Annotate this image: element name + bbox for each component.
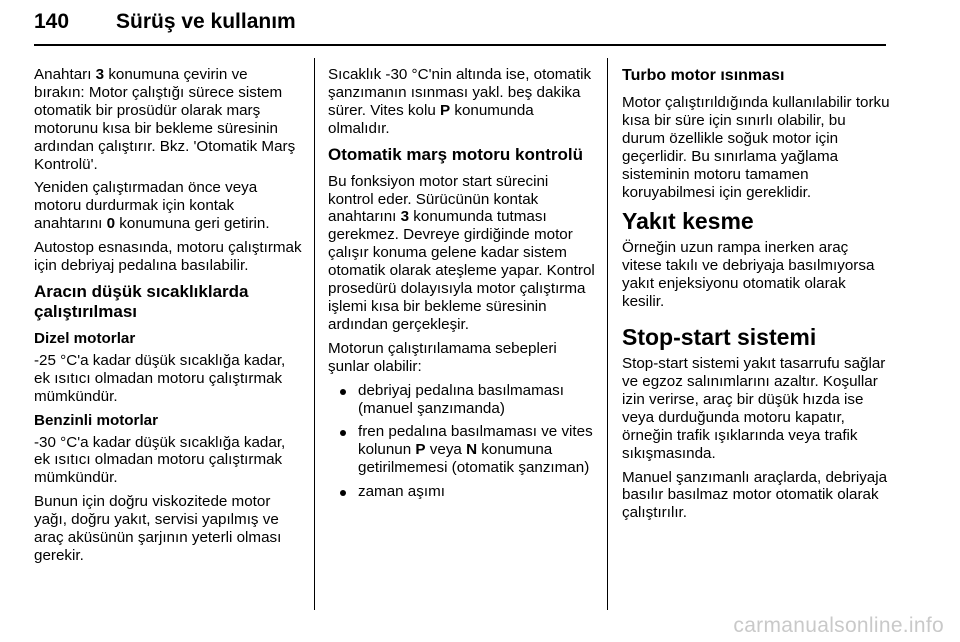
column-3 (622, 66, 892, 528)
paragraph-start-key: Anahtarı 3 konumuna çevirin ve bırakın: Motor çalıştığı sürece sistem otomatik bir prosüdür olarak marş motorunu kısa bir bekleme süresinin ardından çalıştırır. Bkz. 'Otomatik Marş Kontrolü'. (34, 66, 296, 173)
header-rule (34, 44, 886, 46)
paragraph-auto-transmission: Sıcaklık -30 °C'nin altında ise, otomatik şanzımanın ısınması yakl. beş dakika sürer. Vites kolu P konumunda olmalıdır. (328, 66, 592, 137)
heading-fuel-cut: Yakıt kesme (622, 208, 754, 235)
paragraph-stop-start-1: Stop-start sistemi yakıt tasarrufu sağlar ve egzoz salınımlarını azaltır. Koşullar izin verirse, araç bir düşük hızda ise veya durduğunda motoru kapatır, örneğin trafik ışıklarında veya trafik sıkışmasında. (622, 355, 886, 462)
heading-diesel: Dizel motorlar (34, 329, 136, 347)
bullet-icon (340, 490, 346, 496)
watermark: carmanualsonline.info (733, 614, 944, 637)
heading-petrol: Benzinli motorlar (34, 411, 159, 429)
bullet-icon (340, 389, 346, 395)
paragraph-auto-starter: Bu fonksiyon motor start sürecini kontrol eder. Sürücünün kontak anahtarını 3 konumunda tutması gerekmez. Devreye girdiğinde motor çalışır konuma gelene kadar sistem otomatik olarak ateşleme yapar. Kontrol prosedürü dolayısıyla motor çalıştırma işlemi kısa bir bekleme süresinin ardından gerçekleşir. (328, 172, 595, 333)
list-item: debriyaj pedalına basılmaması (manuel şanzımanda) (328, 382, 596, 418)
paragraph-diesel: -25 °C'a kadar düşük sıcaklığa kadar, ek ısıtıcı olmadan motoru çalıştırmak mümkündür. (34, 351, 286, 405)
column-divider-1 (314, 58, 315, 610)
section-title: Sürüş ve kullanım (116, 10, 296, 33)
paragraph-stop-key: Yeniden çalıştırmadan önce veya motoru durdurmak için kontak anahtarını 0 konumuna geri getirin. (34, 179, 270, 233)
heading-turbo: Turbo motor ısınması (622, 67, 785, 84)
heading-stop-start: Stop-start sistemi (622, 324, 817, 351)
paragraph-failure-reasons: Motorun çalıştırılamama sebepleri şunlar olabilir: (328, 339, 557, 375)
paragraph-autostop: Autostop esnasında, motoru çalıştırmak için debriyaj pedalına basılabilir. (34, 239, 302, 275)
paragraph-petrol: -30 °C'a kadar düşük sıcaklığa kadar, ek ısıtıcı olmadan motoru çalıştırmak mümkündür. (34, 433, 286, 487)
page-header (34, 10, 886, 48)
column-1 (34, 66, 302, 571)
column-2 (328, 66, 596, 507)
list-item: fren pedalına basılmaması ve vites kolunun P veya N konumuna getirilmemesi (otomatik şanzıman) (328, 423, 596, 477)
paragraph-turbo: Motor çalıştırıldığında kullanılabilir torku kısa bir süre için sınırlı olabilir, bu durum özellikle soğuk motor için geçerlidir. Bu sınırlama yağlama sisteminin motoru tamamen koruyabilmesi için gereklidir. (622, 94, 890, 201)
heading-cold-start: Aracın düşük sıcaklıklarda çalıştırılması (34, 281, 249, 321)
list-item: zaman aşımı (328, 483, 596, 501)
page-number: 140 (34, 10, 70, 33)
paragraph-stop-start-2: Manuel şanzımanlı araçlarda, debriyaja basılır basılmaz motor otomatik olarak çalıştırılır. (622, 468, 888, 522)
failure-reason-list (328, 382, 596, 501)
paragraph-requirements: Bunun için doğru viskozitede motor yağı, doğru yakıt, servisi yapılmış ve araç aküsünün şarjının yeterli olması gerekir. (34, 493, 282, 564)
heading-auto-starter: Otomatik marş motoru kontrolü (328, 144, 584, 164)
paragraph-fuel-cut: Örneğin uzun rampa inerken araç vitese takılı ve debriyaja basılmıyorsa yakıt enjeksiyonu otomatik olarak kesilir. (622, 239, 875, 311)
column-divider-2 (607, 58, 608, 610)
bullet-icon (340, 430, 346, 436)
